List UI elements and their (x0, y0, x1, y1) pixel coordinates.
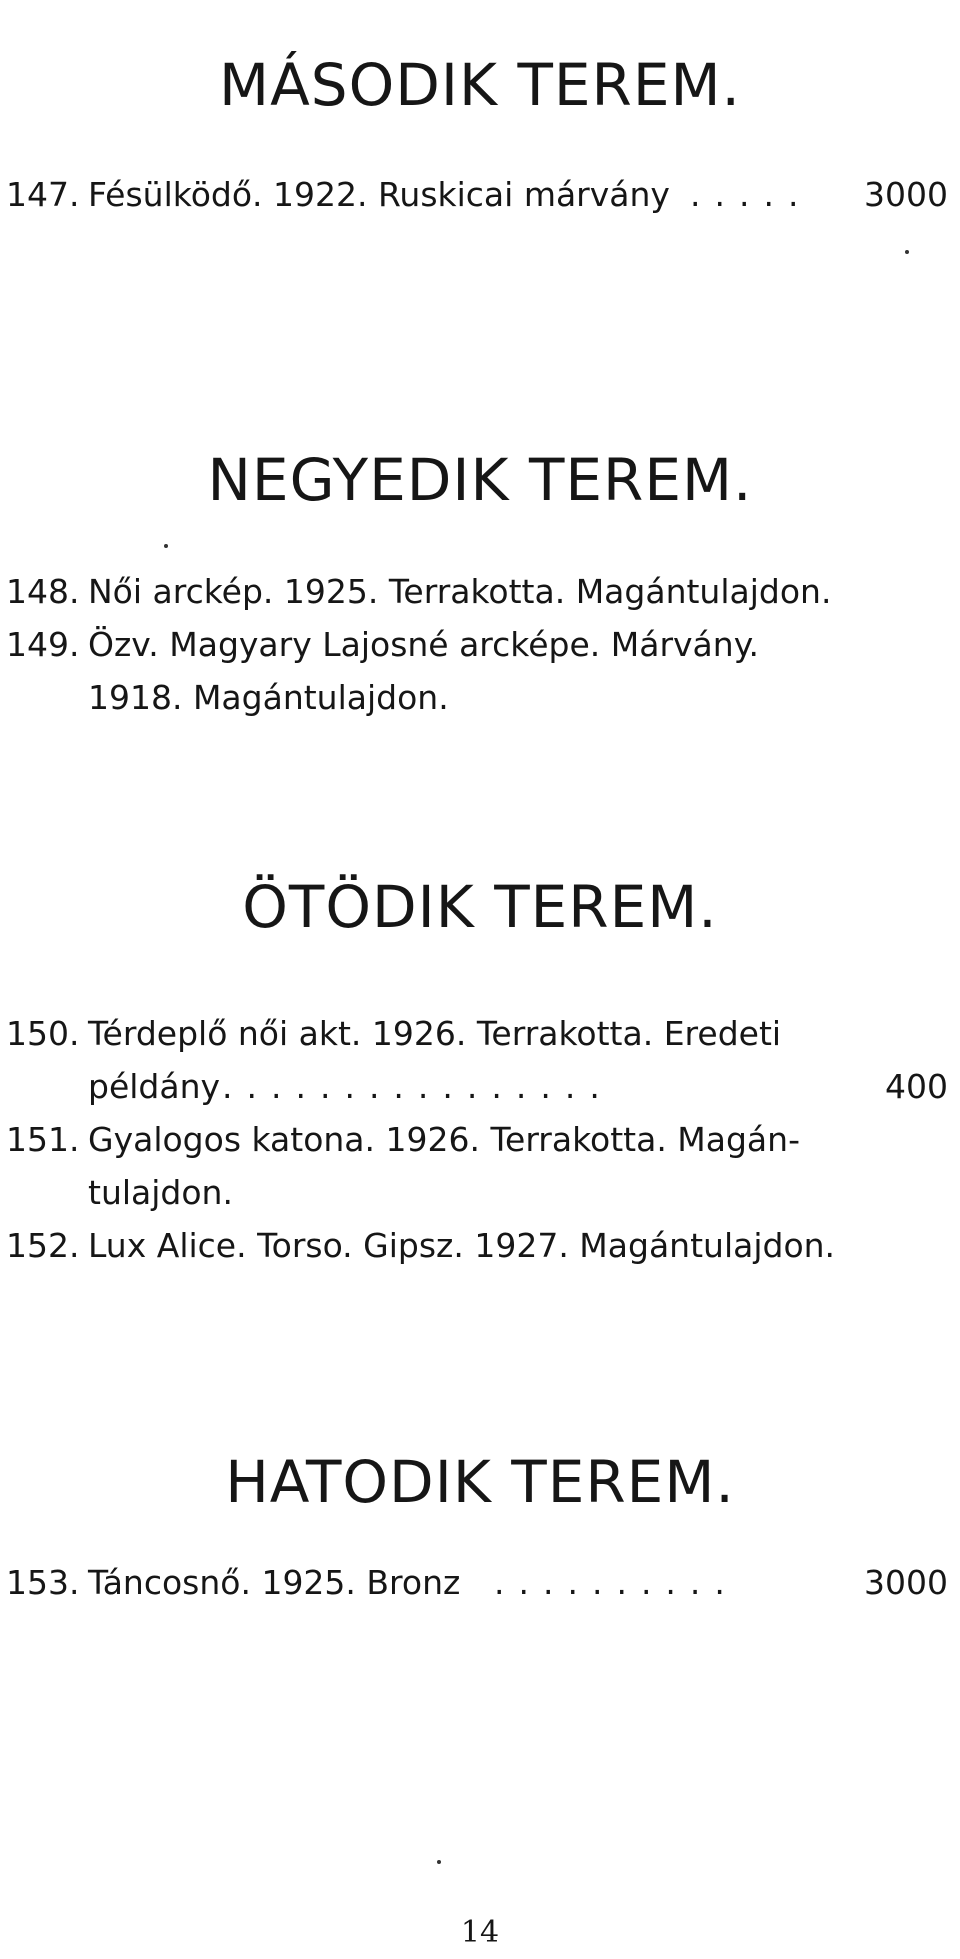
section-heading-negyedik-terem: NEGYEDIK TEREM. (207, 446, 753, 514)
section-heading-masodik-terem: MÁSODIK TEREM. (219, 51, 741, 119)
print-speck (164, 544, 168, 548)
entry-continuation: tulajdon. (88, 1173, 233, 1212)
entry-number: 148. (6, 572, 80, 611)
entry-number: 153. (6, 1563, 80, 1602)
entry-number: 151. (6, 1120, 80, 1159)
entry-number: 149. (6, 625, 80, 664)
page-number: 14 (460, 1915, 500, 1950)
entry-leader-dots: ..... (690, 175, 813, 214)
entry-text: Lux Alice. Torso. Gipsz. 1927. Magántulajdon. (88, 1226, 836, 1265)
entry-continuation: példány (88, 1067, 221, 1106)
entry-leader-dots: .......... (494, 1563, 739, 1602)
entry-text: Fésülködő. 1922. Ruskicai márvány (88, 175, 670, 214)
entry-price: 3000 (864, 1563, 948, 1602)
entry-number: 147. (6, 175, 80, 214)
entry-text: Női arckép. 1925. Terrakotta. Magántulajdon. (88, 572, 832, 611)
entry-price: 400 (885, 1067, 948, 1106)
section-heading-hatodik-terem: HATODIK TEREM. (225, 1448, 735, 1516)
entry-continuation: 1918. Magántulajdon. (88, 678, 449, 717)
entry-text: Táncosnő. 1925. Bronz (88, 1563, 461, 1602)
print-speck (905, 250, 909, 254)
section-heading-otodik-terem: ÖTÖDIK TEREM. (242, 873, 718, 941)
print-speck (437, 1860, 441, 1864)
entry-number: 152. (6, 1226, 80, 1265)
entry-leader-dots: ................ (222, 1067, 614, 1106)
entry-price: 3000 (864, 175, 948, 214)
entry-text: Özv. Magyary Lajosné arcképe. Márvány. (88, 625, 760, 664)
entry-text: Térdeplő női akt. 1926. Terrakotta. Eredeti (88, 1014, 782, 1053)
entry-number: 150. (6, 1014, 80, 1053)
entry-text: Gyalogos katona. 1926. Terrakotta. Magán- (88, 1120, 800, 1159)
